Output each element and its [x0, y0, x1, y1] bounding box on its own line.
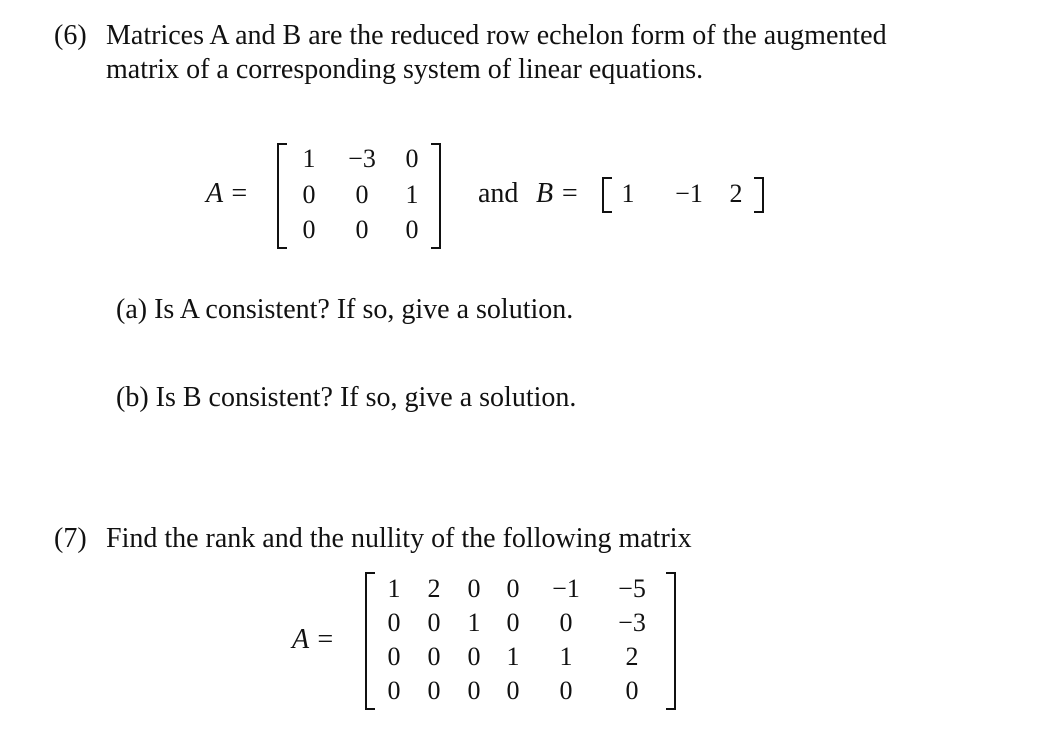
matrix-7-cell: 0 — [625, 676, 639, 705]
matrix-7-label: A = — [292, 624, 335, 655]
matrix-7-cell: 0 — [559, 608, 573, 637]
matrix-7-cell: −3 — [618, 608, 646, 637]
matrix-7-cell: 0 — [387, 642, 401, 671]
matrix-7-cell: 0 — [427, 676, 441, 705]
matrix-7-cell: 0 — [467, 574, 481, 603]
matrix-a-cell: 0 — [355, 180, 369, 209]
problem7-number: (7) — [54, 523, 87, 554]
problem7-line1: Find the rank and the nullity of the following matrix — [106, 523, 692, 554]
matrix-b-cell: 2 — [729, 179, 743, 208]
problem6-line1-text: Matrices A and B are the reduced row echelon form of the augmented — [106, 20, 887, 51]
and-text: and — [478, 178, 519, 209]
matrix-a-cell: 0 — [405, 144, 419, 173]
matrix-7-cell: 0 — [506, 574, 520, 603]
matrix-b-label: B = — [536, 178, 579, 209]
problem6-line2: matrix of a corresponding system of linear equations. — [106, 54, 704, 85]
part-a: (a) Is A consistent? If so, give a solution. — [116, 294, 574, 325]
matrix-7-cell: −1 — [552, 574, 580, 603]
matrix-a-cell: 0 — [405, 215, 419, 244]
matrix-b-cell: 1 — [621, 179, 635, 208]
matrix-7-cell: 0 — [387, 676, 401, 705]
matrix-7-right-bracket — [666, 572, 676, 710]
matrix-a-cell: 0 — [302, 215, 316, 244]
matrix-7-cell: 1 — [506, 642, 520, 671]
matrix-7-cell: 0 — [506, 676, 520, 705]
matrix-7-cell: 0 — [559, 676, 573, 705]
matrix-7-cell: 1 — [559, 642, 573, 671]
matrix-7-cell: 0 — [467, 676, 481, 705]
matrix-a-cell: 1 — [302, 144, 316, 173]
matrix-7-cell: 2 — [427, 574, 441, 603]
matrix-7-cell: 0 — [506, 608, 520, 637]
matrix-7-cell: 2 — [625, 642, 639, 671]
matrix-7-cell: 0 — [427, 608, 441, 637]
matrix-a-cell: 0 — [302, 180, 316, 209]
matrix-7-cell: 1 — [467, 608, 481, 637]
problem6-number: (6) — [54, 20, 87, 51]
matrix-a-cell: 1 — [405, 180, 419, 209]
matrix-7-cell: −5 — [618, 574, 646, 603]
matrix-7-cell: 0 — [427, 642, 441, 671]
matrix-7-cell: 0 — [467, 642, 481, 671]
matrix-7-cell: 0 — [387, 608, 401, 637]
matrix-a-cell: −3 — [348, 144, 376, 173]
matrix-a-label: A = — [206, 178, 249, 209]
matrix-7-cell: 1 — [387, 574, 401, 603]
problem6-line1 — [106, 18, 887, 54]
matrix-a-cell: 0 — [355, 215, 369, 244]
matrix-b-cell: −1 — [675, 179, 703, 208]
part-b: (b) Is B consistent? If so, give a solution. — [116, 382, 577, 413]
